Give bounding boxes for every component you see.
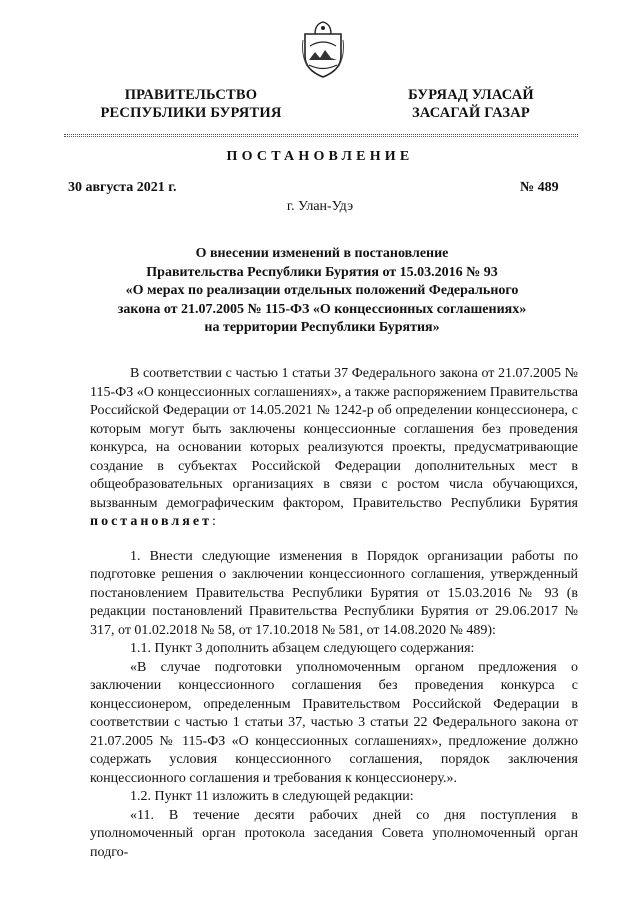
org-name-line: БУРЯАД УЛАСАЙ	[408, 87, 534, 103]
clause-1-2-quote: «11. В течение десяти рабочих дней со дня поступления в уполномоченный орган протокола заседания Совета уполномоченный орган подго-	[90, 807, 578, 860]
title-line: на территории Республики Бурятия»	[204, 320, 440, 335]
title-line: О внесении изменений в постановление	[195, 246, 449, 261]
document-date: 30 августа 2021 г.	[68, 180, 177, 195]
org-name-buryat	[390, 86, 552, 122]
decree-colon: :	[211, 514, 216, 529]
clause-1-1-quote: «В случае подготовки уполномоченным органом предложения о заключении концессионного соглашения без проведения конкурса с концессионером, определенным Правительством Российской Федерации в соответствии с частью 1 статьи 37, частью 3 статьи 22 Федерального закона от 21.07.2005 № 115-ФЗ «О концессионных соглашениях», предложение должно содержать условия концессионного соглашения, порядок заключения концессионного соглашения и требования к концессионеру.».	[90, 659, 578, 786]
document-body	[90, 365, 578, 862]
document-title	[80, 245, 564, 338]
preamble-text: В соответствии с частью 1 статьи 37 Федерального закона от 21.07.2005 № 115-ФЗ «О концессионных соглашениях», а также распоряжением Правительства Российской Федерации от 14.05.2021 № 1242-р об определении концессионера, с которым могут быть заключены концессионные соглашения без проведения конкурса, на основании которых реализуются проекты, предусматривающие создание в субъектах Российской Федерации дополнительных мест в общеобразовательных организациях в связи с ростом числа обучающихся, вызванным демографическим фактором, Правительство Республики Бурятия	[90, 366, 578, 511]
preamble-paragraph	[90, 365, 578, 532]
title-line: «О мерах по реализации отдельных положений Федерального	[125, 283, 519, 298]
title-line: Правительства Республики Бурятия от 15.03.2016 № 93	[146, 264, 498, 280]
document-number: № 489	[520, 180, 559, 195]
org-name-line: ПРАВИТЕЛЬСТВО	[124, 87, 258, 103]
header-divider	[64, 134, 578, 135]
clause-1-1: 1.1. Пункт 3 дополнить абзацем следующего содержания:	[130, 641, 475, 656]
header-divider	[64, 136, 578, 137]
decree-word: постановляет	[90, 514, 212, 529]
document-type: ПОСТАНОВЛЕНИЕ	[226, 149, 414, 164]
org-name-line: ЗАСАГАЙ ГАЗАР	[412, 105, 530, 121]
title-line: закона от 21.07.2005 № 115-ФЗ «О концессионных соглашениях»	[117, 301, 527, 317]
document-city: г. Улан-Удэ	[286, 199, 354, 214]
org-name-russian	[86, 86, 296, 122]
org-name-line: РЕСПУБЛИКИ БУРЯТИЯ	[100, 105, 282, 121]
clause-1-2: 1.2. Пункт 11 изложить в следующей редакции:	[130, 789, 414, 804]
clause-1: 1. Внести следующие изменения в Порядок организации работы по подготовке решения о заключении концессионного соглашения, утвержденный постановлением Правительства Республики Бурятия от 15.03.2016 № 93 (в редакции постановлений Правительства Республики Бурятия от 29.06.2017 № 317, от 01.02.2018 № 58, от 17.10.2018 № 581, от 14.08.2020 № 489):	[90, 548, 578, 638]
coat-of-arms-icon	[301, 20, 345, 80]
